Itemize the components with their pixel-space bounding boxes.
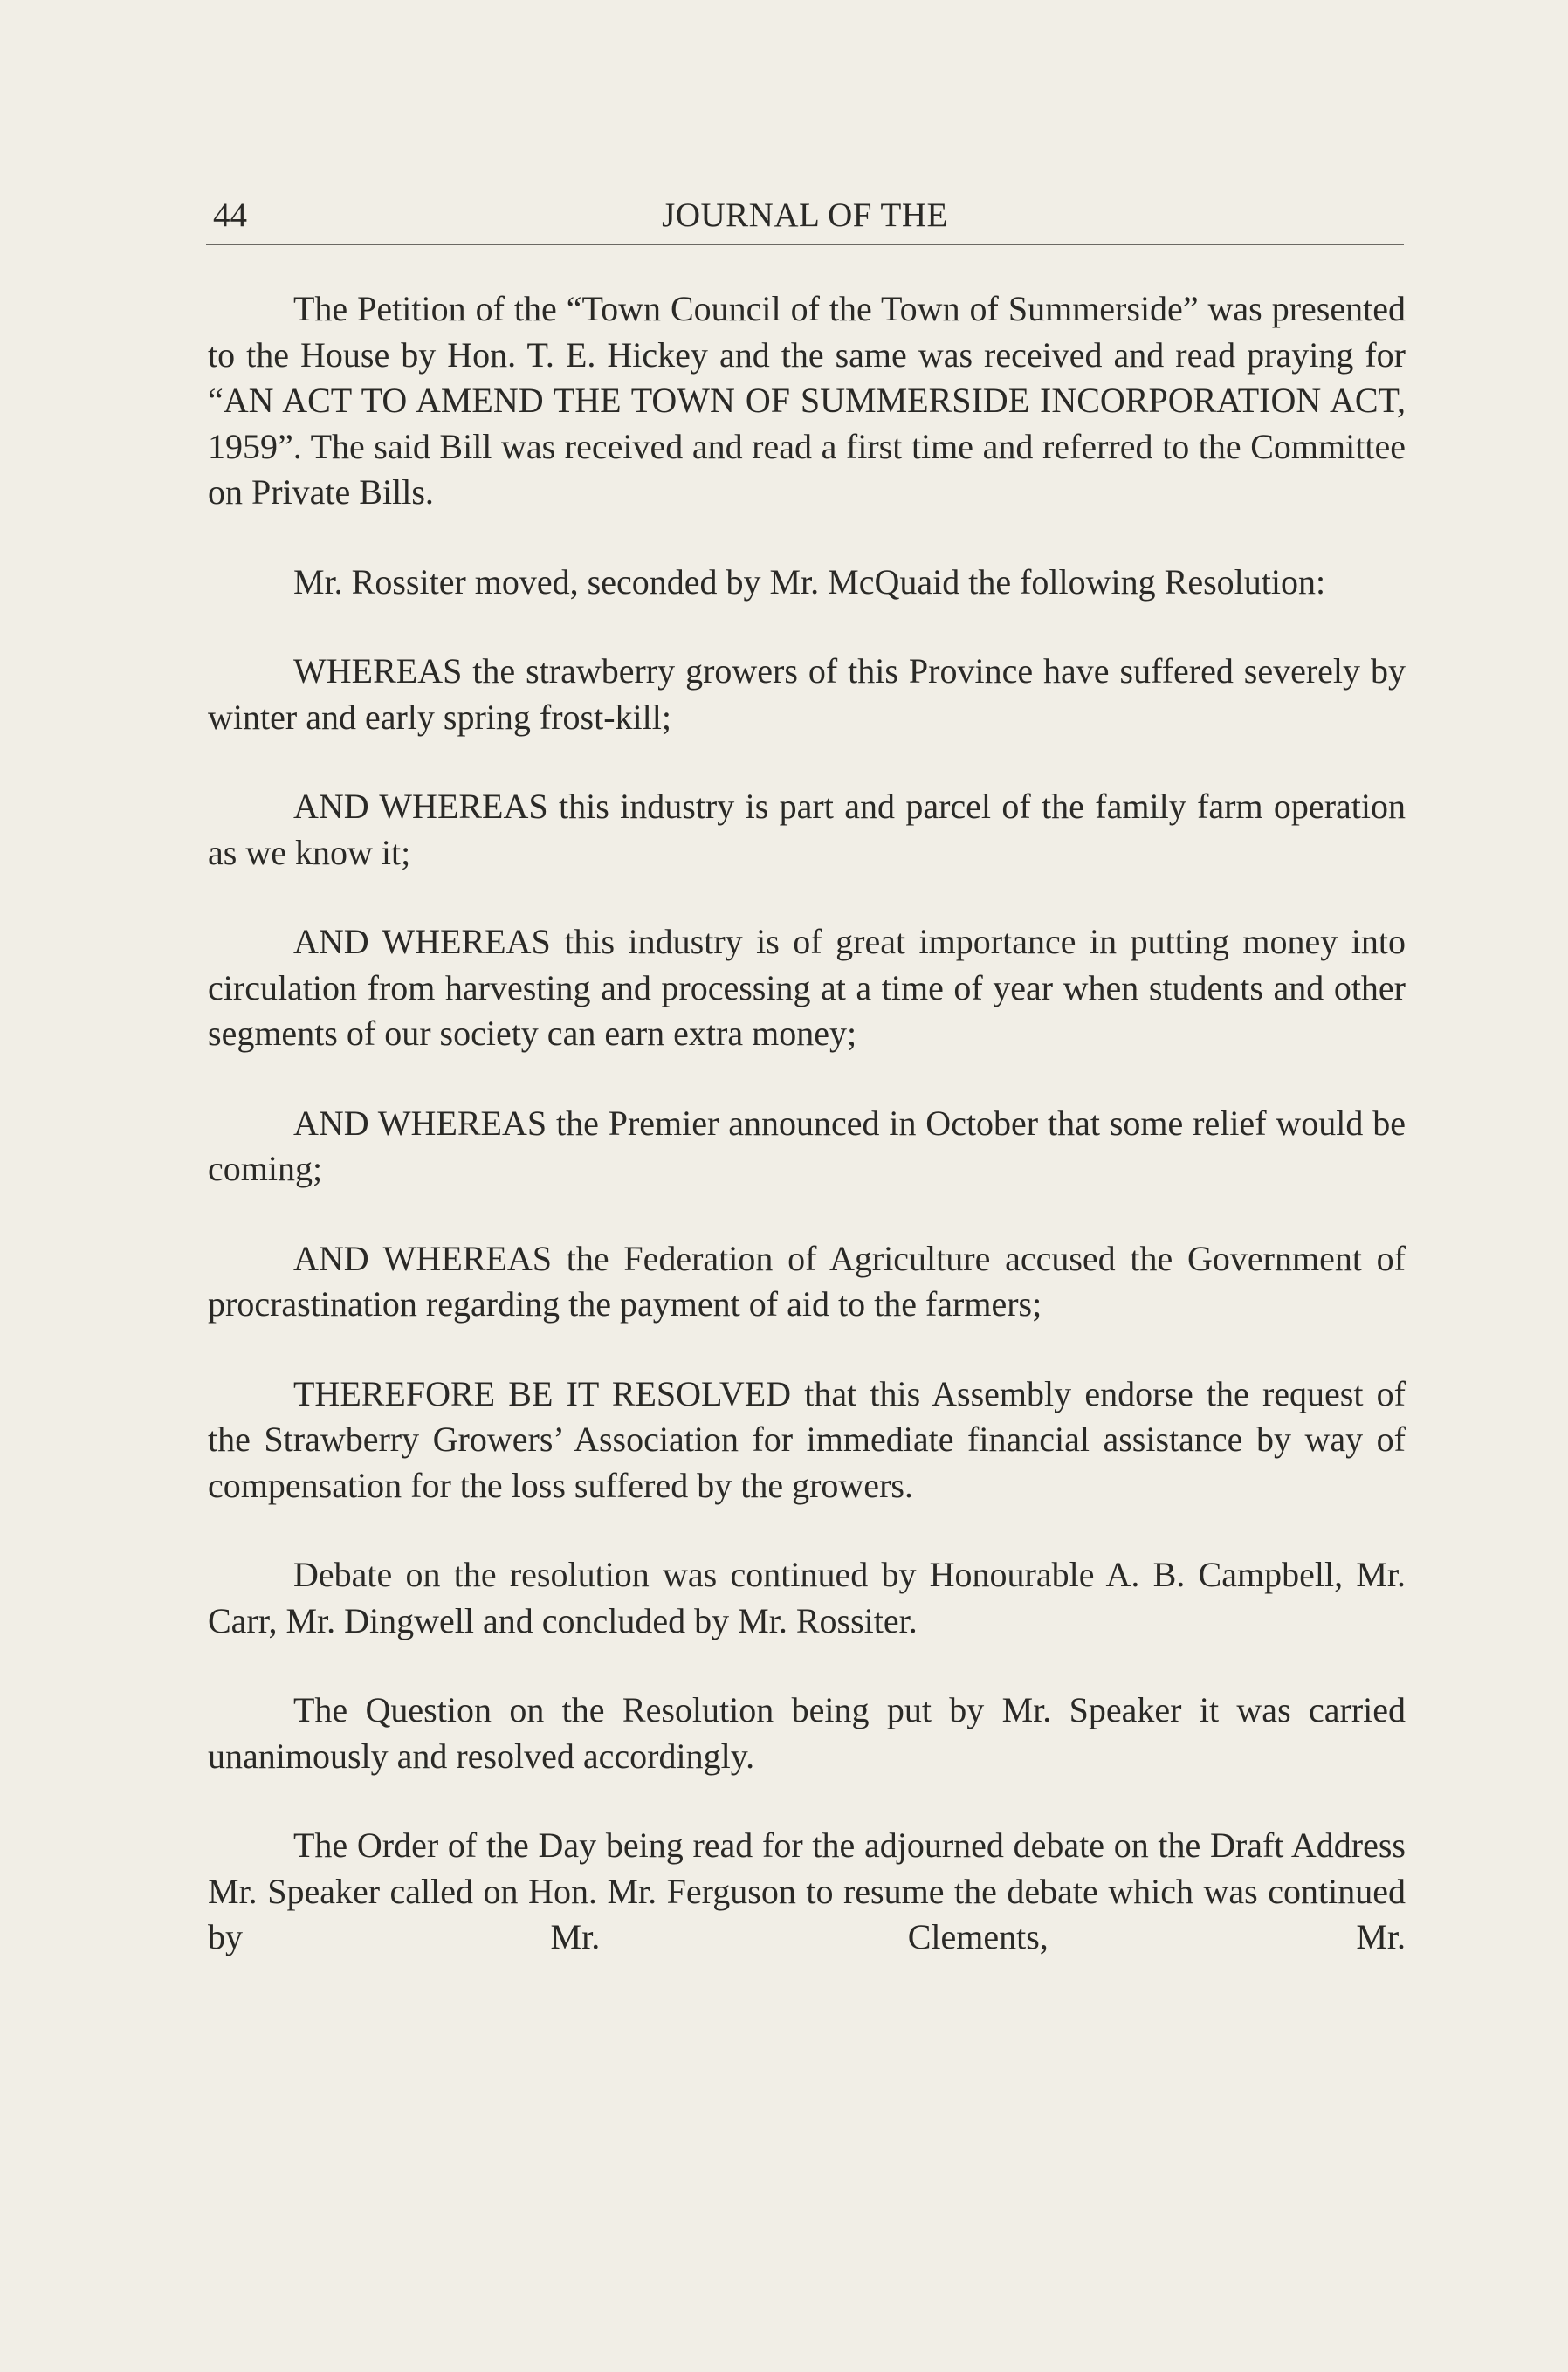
- page-number: 44: [213, 196, 247, 234]
- debate-paragraph: Debate on the resolution was continued by Honourable A. B. Campbell, Mr. Carr, Mr. Dingwell and concluded by Mr. Rossiter.: [208, 1555, 1406, 1640]
- whereas-importance-paragraph: AND WHEREAS this industry is of great importance in putting money into circulation from harvesting and processing at a time of year when students and other segments of our society can earn extra money;: [208, 922, 1406, 1053]
- question-paragraph: The Question on the Resolution being put by Mr. Speaker it was carried unanimously and resolved accordingly.: [208, 1690, 1406, 1776]
- whereas-strawberry-paragraph: WHEREAS the strawberry growers of this Province have suffered severely by winter and early spring frost-kill;: [208, 651, 1406, 737]
- resolved-paragraph: THEREFORE BE IT RESOLVED that this Assembly endorse the request of the Strawberry Growers’ Association for immediate financial assistance by way of compensation for the loss suffered by the growers.: [208, 1373, 1406, 1505]
- whereas-premier-paragraph: AND WHEREAS the Premier announced in October that some relief would be coming;: [208, 1103, 1406, 1188]
- whereas-family-farm-paragraph: AND WHEREAS this industry is part and parcel of the family farm operation as we know it;: [208, 787, 1406, 872]
- petition-paragraph: The Petition of the “Town Council of the Town of Summerside” was presented to the House by Hon. T. E. Hickey and the same was received and read praying for “AN ACT TO AMEND THE TOWN OF SUMMERSIDE INCORPORATION ACT, 1959”. The said Bill was received and read a first time and referred to the Committee on Private Bills.: [208, 289, 1406, 512]
- motion-paragraph: Mr. Rossiter moved, seconded by Mr. McQuaid the following Resolution:: [293, 561, 1326, 602]
- running-title: JOURNAL OF THE: [662, 196, 948, 234]
- order-of-day-paragraph: The Order of the Day being read for the adjourned debate on the Draft Address Mr. Speaker called on Hon. Mr. Ferguson to resume the debate which was continued by Mr. Clements, Mr.: [208, 1825, 1406, 1956]
- page-header: [206, 194, 1404, 237]
- header-rule: [206, 244, 1404, 245]
- body-text: [208, 286, 1406, 2004]
- whereas-federation-paragraph: AND WHEREAS the Federation of Agriculture accused the Government of procrastination regarding the payment of aid to the farmers;: [208, 1238, 1406, 1324]
